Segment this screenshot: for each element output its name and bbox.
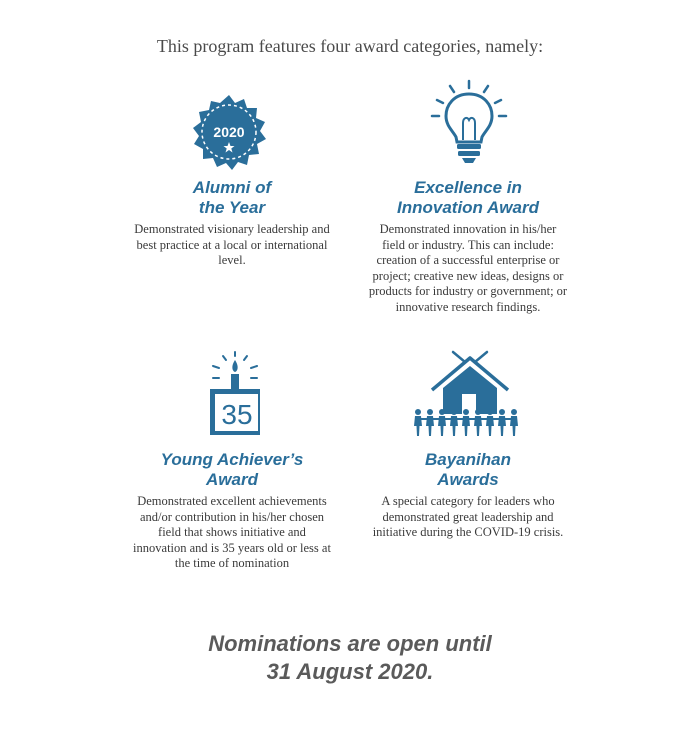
award-bayanihan [368, 450, 568, 541]
award-title-line2: Innovation Award [397, 198, 539, 217]
award-alumni-of-the-year [132, 178, 332, 269]
cake-number-text: 35 [221, 399, 253, 430]
nominations-deadline [0, 630, 700, 686]
award-young-achievers [132, 450, 332, 572]
award-title-line2: Award [206, 470, 258, 489]
intro-text: This program features four award categories, namely: [156, 36, 544, 56]
deadline-line2: 31 August 2020. [266, 659, 434, 684]
award-title [132, 450, 332, 490]
award-description: Demonstrated innovation in his/her field or industry. This can include: creation of a successful enterprise or project; creative new ideas, designs or products for industry or government; or innovative research findings. [368, 222, 568, 314]
award-title-line2: the Year [198, 198, 266, 217]
badge-year-text: 2020 [213, 124, 245, 140]
award-title [368, 178, 568, 218]
award-description: A special category for leaders who demonstrated great leadership and initiative during the COVID-19 crisis. [372, 494, 564, 539]
award-title-line2: Awards [437, 470, 499, 489]
award-description: Demonstrated visionary leadership and best practice at a local or international level. [134, 222, 330, 267]
lightbulb-icon [428, 78, 510, 164]
award-title-line1: Young Achiever’s [160, 450, 304, 469]
award-title-line1: Bayanihan [425, 450, 511, 469]
award-excellence-in-innovation [368, 178, 568, 315]
deadline-line1: Nominations are open until [208, 631, 492, 656]
award-title [132, 178, 332, 218]
award-title-line1: Excellence in [414, 178, 522, 197]
award-description: Demonstrated excellent achievements and/or contribution in his/her chosen field that shows initiative and innovation and is 35 years old or less at the time of nomination [133, 494, 331, 570]
award-title [368, 450, 568, 490]
house-community-icon [410, 350, 530, 440]
award-title-line1: Alumni of [192, 178, 272, 197]
birthday-cake-35-icon [200, 350, 270, 438]
badge-2020-icon [190, 93, 268, 171]
